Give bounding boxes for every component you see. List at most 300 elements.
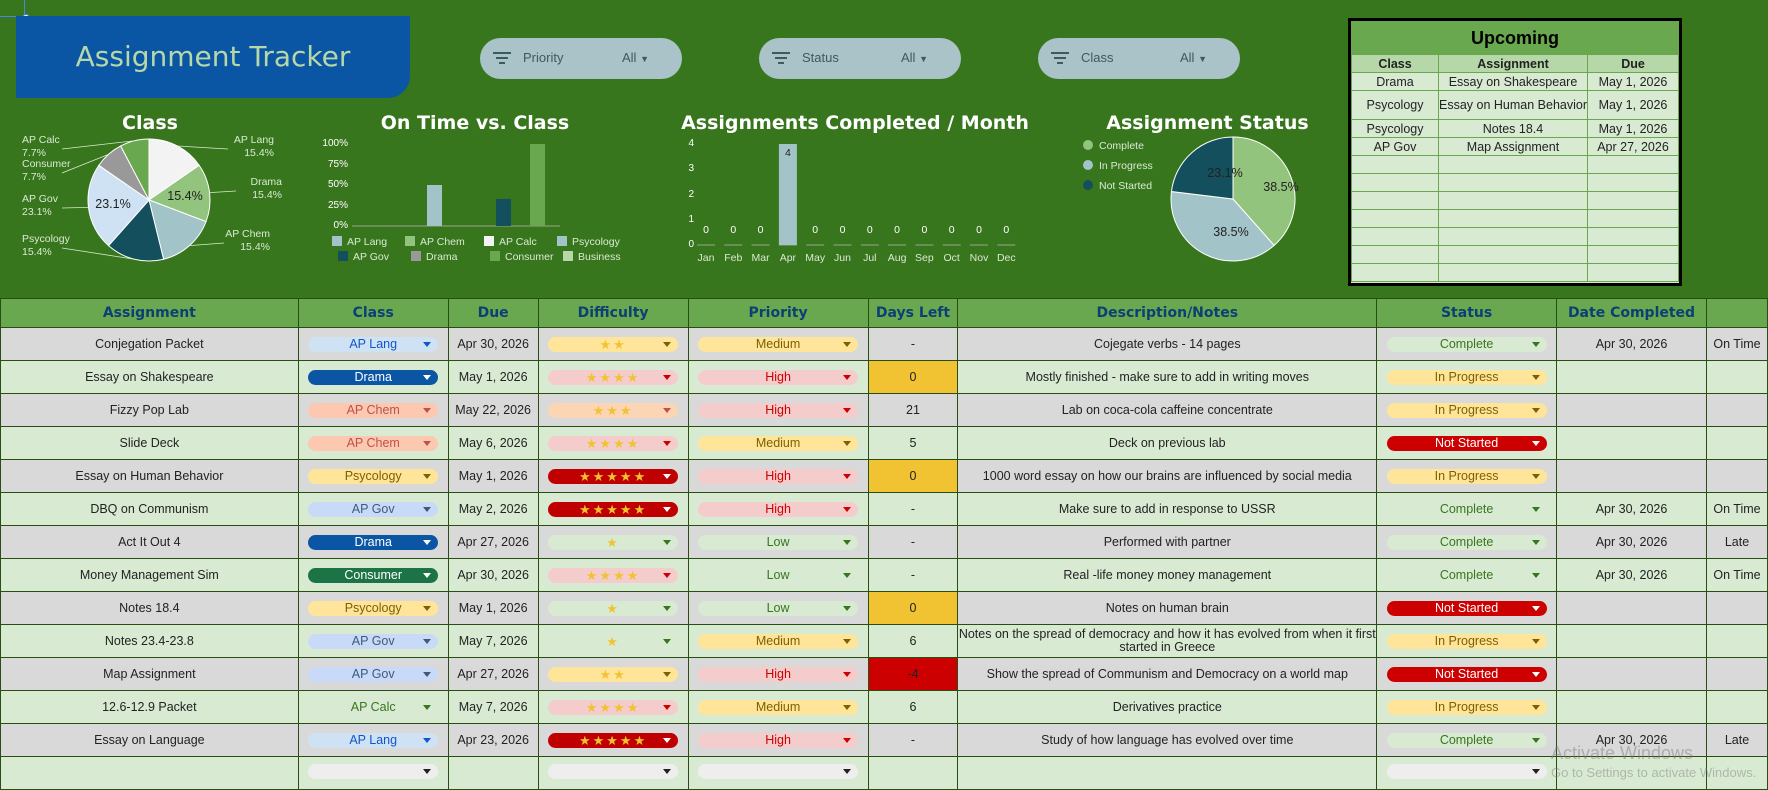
- cell-class[interactable]: [298, 691, 448, 724]
- upcoming-cell[interactable]: [1439, 210, 1588, 228]
- priority-dropdown-label: High: [765, 468, 791, 483]
- class-dropdown-label: AP Lang: [349, 336, 398, 351]
- cell-description[interactable]: Show the spread of Communism and Democracy on a world map: [958, 658, 1377, 691]
- status-dropdown[interactable]: [1387, 337, 1547, 352]
- difficulty-dropdown[interactable]: [548, 733, 678, 748]
- cell-days-left: [868, 757, 958, 790]
- cell-description[interactable]: 1000 word essay on how our brains are influenced by social media: [958, 460, 1377, 493]
- priority-dropdown[interactable]: [698, 764, 858, 779]
- bar-data-label: 4: [784, 147, 791, 159]
- cell-description[interactable]: Lab on coca-cola caffeine concentrate: [958, 394, 1377, 427]
- cell-status[interactable]: [1377, 460, 1557, 493]
- dropdown-arrow-icon: [423, 375, 431, 380]
- priority-dropdown-label: High: [765, 732, 791, 747]
- cell-date-completed[interactable]: Apr 30, 2026: [1557, 526, 1707, 559]
- difficulty-dropdown[interactable]: [548, 535, 678, 550]
- cell-assignment[interactable]: Map Assignment: [1, 658, 299, 691]
- difficulty-dropdown[interactable]: [548, 601, 678, 616]
- priority-dropdown[interactable]: [698, 370, 858, 385]
- status-dropdown[interactable]: [1387, 634, 1547, 649]
- class-dropdown[interactable]: [308, 403, 438, 418]
- bar-data-label: 0: [812, 224, 819, 236]
- class-dropdown[interactable]: [308, 764, 438, 779]
- cell-difficulty[interactable]: [538, 361, 688, 394]
- upcoming-cell[interactable]: Essay on Human Behavior: [1439, 91, 1588, 120]
- col-header-due[interactable]: Due: [448, 299, 538, 328]
- cell-due[interactable]: Apr 23, 2026: [448, 724, 538, 757]
- status-dropdown[interactable]: [1387, 403, 1547, 418]
- filter-class[interactable]: [1038, 38, 1240, 79]
- difficulty-dropdown[interactable]: [548, 634, 678, 649]
- difficulty-dropdown[interactable]: [548, 436, 678, 451]
- class-dropdown[interactable]: [308, 337, 438, 352]
- upcoming-cell[interactable]: [1588, 246, 1679, 264]
- cell-difficulty[interactable]: [538, 625, 688, 658]
- dropdown-arrow-icon: [843, 606, 851, 611]
- bar-data-label: 0: [866, 224, 873, 236]
- pie-label: AP Lang: [233, 134, 274, 146]
- dropdown-arrow-icon: [423, 474, 431, 479]
- difficulty-dropdown[interactable]: [548, 700, 678, 715]
- upcoming-cell[interactable]: [1439, 246, 1588, 264]
- cell-due[interactable]: May 1, 2026: [448, 460, 538, 493]
- bar-data-label: 0: [894, 224, 901, 236]
- cell-assignment[interactable]: Essay on Shakespeare: [1, 361, 299, 394]
- dropdown-arrow-icon: [663, 639, 671, 644]
- class-dropdown-label: AP Gov: [351, 501, 395, 516]
- cell-difficulty[interactable]: [538, 757, 688, 790]
- y-tick-label: 0%: [333, 220, 348, 231]
- difficulty-dropdown[interactable]: [548, 403, 678, 418]
- cell-date-completed[interactable]: [1557, 592, 1707, 625]
- cell-due[interactable]: May 6, 2026: [448, 427, 538, 460]
- cell-assignment[interactable]: Fizzy Pop Lab: [1, 394, 299, 427]
- cell-description[interactable]: [958, 757, 1377, 790]
- cell-priority[interactable]: [688, 460, 868, 493]
- cell-date-completed[interactable]: [1557, 691, 1707, 724]
- priority-dropdown-label: Medium: [755, 699, 801, 714]
- cell-class[interactable]: [298, 658, 448, 691]
- cell-status[interactable]: [1377, 559, 1557, 592]
- cell-status[interactable]: [1377, 493, 1557, 526]
- col-header-priority[interactable]: Priority: [688, 299, 868, 328]
- upcoming-cell[interactable]: [1352, 210, 1439, 228]
- priority-dropdown-label: High: [765, 501, 791, 516]
- cell-class[interactable]: [298, 328, 448, 361]
- cell-due[interactable]: May 2, 2026: [448, 493, 538, 526]
- status-dropdown[interactable]: [1387, 436, 1547, 451]
- cell-class[interactable]: [298, 724, 448, 757]
- upcoming-cell[interactable]: Notes 18.4: [1439, 120, 1588, 138]
- upcoming-cell[interactable]: [1439, 156, 1588, 174]
- cell-date-completed[interactable]: [1557, 427, 1707, 460]
- cell-due[interactable]: Apr 30, 2026: [448, 559, 538, 592]
- cell-assignment[interactable]: Act It Out 4: [1, 526, 299, 559]
- cell-status[interactable]: [1377, 592, 1557, 625]
- legend-swatch: [490, 251, 500, 261]
- upcoming-cell[interactable]: [1352, 228, 1439, 246]
- star-rating-icon: ★★★: [592, 402, 634, 418]
- cell-difficulty[interactable]: [538, 592, 688, 625]
- difficulty-dropdown[interactable]: [548, 469, 678, 484]
- cell-date-completed[interactable]: [1557, 394, 1707, 427]
- status-dropdown[interactable]: [1387, 733, 1547, 748]
- col-header-difficulty[interactable]: Difficulty: [538, 299, 688, 328]
- dropdown-arrow-icon: [1532, 606, 1540, 611]
- star-rating-icon: ★: [606, 600, 620, 616]
- dropdown-arrow-icon: [663, 342, 671, 347]
- cell-status[interactable]: [1377, 427, 1557, 460]
- legend-label: Complete: [1099, 140, 1144, 152]
- cell-description[interactable]: Make sure to add in response to USSR: [958, 493, 1377, 526]
- priority-dropdown[interactable]: [698, 502, 858, 517]
- cell-assignment[interactable]: Notes 18.4: [1, 592, 299, 625]
- dropdown-arrow-icon: [1532, 507, 1540, 512]
- upcoming-cell[interactable]: Apr 27, 2026: [1588, 138, 1679, 156]
- cell-difficulty[interactable]: [538, 691, 688, 724]
- upcoming-cell[interactable]: May 1, 2026: [1588, 120, 1679, 138]
- priority-dropdown[interactable]: [698, 568, 858, 583]
- difficulty-dropdown[interactable]: [548, 764, 678, 779]
- cell-difficulty[interactable]: [538, 328, 688, 361]
- priority-dropdown[interactable]: [698, 337, 858, 352]
- cell-status[interactable]: [1377, 724, 1557, 757]
- cell-timeliness: [1706, 592, 1767, 625]
- table-row: [1, 427, 1768, 460]
- upcoming-cell[interactable]: Psycology: [1352, 120, 1439, 138]
- cell-date-completed[interactable]: [1557, 658, 1707, 691]
- status-dropdown[interactable]: [1387, 370, 1547, 385]
- difficulty-dropdown[interactable]: [548, 337, 678, 352]
- upcoming-cell[interactable]: Essay on Shakespeare: [1439, 73, 1588, 91]
- star-rating-icon: ★★★★: [585, 369, 641, 385]
- cell-assignment[interactable]: Conjegation Packet: [1, 328, 299, 361]
- upcoming-cell[interactable]: [1588, 264, 1679, 282]
- upcoming-row: [1352, 246, 1679, 264]
- table-row: [1, 361, 1768, 394]
- dropdown-arrow-icon: [423, 769, 431, 774]
- cell-assignment[interactable]: Essay on Human Behavior: [1, 460, 299, 493]
- cell-priority[interactable]: [688, 427, 868, 460]
- upcoming-cell[interactable]: [1352, 246, 1439, 264]
- upcoming-header: Class: [1352, 55, 1439, 73]
- table-row: [1, 328, 1768, 361]
- filter-value[interactable]: All ▼: [901, 50, 928, 65]
- status-dropdown[interactable]: [1387, 764, 1547, 779]
- dashboard-header: [0, 0, 1768, 298]
- cell-class[interactable]: [298, 460, 448, 493]
- status-dropdown[interactable]: [1387, 700, 1547, 715]
- class-dropdown[interactable]: [308, 601, 438, 616]
- dropdown-arrow-icon: [1532, 474, 1540, 479]
- upcoming-cell[interactable]: [1439, 174, 1588, 192]
- class-dropdown[interactable]: [308, 469, 438, 484]
- cell-date-completed[interactable]: [1557, 361, 1707, 394]
- cell-status[interactable]: [1377, 625, 1557, 658]
- cell-due[interactable]: May 22, 2026: [448, 394, 538, 427]
- priority-dropdown[interactable]: [698, 403, 858, 418]
- cell-due[interactable]: Apr 30, 2026: [448, 328, 538, 361]
- cell-date-completed[interactable]: [1557, 625, 1707, 658]
- cell-status[interactable]: [1377, 361, 1557, 394]
- cell-priority[interactable]: [688, 757, 868, 790]
- col-header-days-left[interactable]: Days Left: [868, 299, 958, 328]
- cell-priority[interactable]: [688, 361, 868, 394]
- pie-value-label: 7.7%: [22, 147, 46, 159]
- cell-difficulty[interactable]: [538, 658, 688, 691]
- priority-dropdown[interactable]: [698, 667, 858, 682]
- cell-priority[interactable]: [688, 658, 868, 691]
- chart-title-class: Class: [122, 112, 178, 134]
- pie-value-label: 15.4%: [244, 147, 274, 159]
- upcoming-cell[interactable]: AP Gov: [1352, 138, 1439, 156]
- priority-dropdown[interactable]: [698, 469, 858, 484]
- upcoming-cell[interactable]: [1588, 174, 1679, 192]
- status-dropdown-label: Complete: [1439, 567, 1494, 582]
- activation-watermark-sub: Go to Settings to activate Windows.: [1551, 765, 1757, 780]
- legend-swatch: [484, 236, 494, 246]
- cell-date-completed[interactable]: Apr 30, 2026: [1557, 724, 1707, 757]
- cell-date-completed[interactable]: Apr 30, 2026: [1557, 493, 1707, 526]
- cell-status[interactable]: [1377, 394, 1557, 427]
- status-dropdown-label: Not Started: [1434, 435, 1499, 450]
- cell-difficulty[interactable]: [538, 394, 688, 427]
- star-rating-icon: ★★: [599, 336, 627, 352]
- upcoming-cell[interactable]: May 1, 2026: [1588, 73, 1679, 91]
- cell-timeliness: On Time: [1706, 559, 1767, 592]
- status-dropdown[interactable]: [1387, 469, 1547, 484]
- dropdown-arrow-icon: [843, 738, 851, 743]
- class-dropdown[interactable]: [308, 700, 438, 715]
- col-header-timeliness[interactable]: [1706, 299, 1767, 328]
- upcoming-cell[interactable]: Drama: [1352, 73, 1439, 91]
- cell-assignment[interactable]: Essay on Language: [1, 724, 299, 757]
- upcoming-cell[interactable]: [1588, 228, 1679, 246]
- cell-assignment[interactable]: Money Management Sim: [1, 559, 299, 592]
- class-dropdown[interactable]: [308, 634, 438, 649]
- upcoming-cell[interactable]: [1588, 192, 1679, 210]
- filter-value[interactable]: All ▼: [1180, 50, 1207, 65]
- cell-class[interactable]: [298, 361, 448, 394]
- difficulty-dropdown[interactable]: [548, 667, 678, 682]
- cell-due[interactable]: May 1, 2026: [448, 361, 538, 394]
- cell-class[interactable]: [298, 625, 448, 658]
- col-header-status[interactable]: Status: [1377, 299, 1557, 328]
- cell-difficulty[interactable]: [538, 493, 688, 526]
- cell-days-left: 0: [868, 361, 958, 394]
- upcoming-cell[interactable]: [1352, 192, 1439, 210]
- priority-dropdown[interactable]: [698, 634, 858, 649]
- class-dropdown[interactable]: [308, 568, 438, 583]
- pie-value-label: 15.4%: [240, 241, 270, 253]
- upcoming-row: [1352, 120, 1679, 138]
- cell-priority[interactable]: [688, 592, 868, 625]
- class-dropdown[interactable]: [308, 502, 438, 517]
- cell-priority[interactable]: [688, 691, 868, 724]
- cell-description[interactable]: Performed with partner: [958, 526, 1377, 559]
- cell-status[interactable]: [1377, 691, 1557, 724]
- status-dropdown-label: Not Started: [1434, 600, 1499, 615]
- cell-due[interactable]: Apr 27, 2026: [448, 526, 538, 559]
- dropdown-arrow-icon: [1532, 672, 1540, 677]
- star-rating-icon: ★: [606, 534, 620, 550]
- upcoming-cell[interactable]: [1588, 210, 1679, 228]
- cell-difficulty[interactable]: [538, 460, 688, 493]
- cell-description[interactable]: Deck on previous lab: [958, 427, 1377, 460]
- cell-priority[interactable]: [688, 394, 868, 427]
- cell-class[interactable]: [298, 526, 448, 559]
- status-dropdown-label: Complete: [1439, 336, 1494, 351]
- cell-timeliness: Late: [1706, 526, 1767, 559]
- cell-assignment[interactable]: Slide Deck: [1, 427, 299, 460]
- x-tick-label: Oct: [943, 252, 960, 264]
- priority-dropdown[interactable]: [698, 700, 858, 715]
- cell-date-completed[interactable]: Apr 30, 2026: [1557, 328, 1707, 361]
- cell-class[interactable]: [298, 757, 448, 790]
- pie-label: AP Calc: [22, 134, 60, 146]
- pie-value-label: 15.4%: [252, 189, 282, 201]
- col-header-class[interactable]: Class: [298, 299, 448, 328]
- cell-date-completed[interactable]: [1557, 460, 1707, 493]
- cell-difficulty[interactable]: [538, 526, 688, 559]
- difficulty-dropdown[interactable]: [548, 568, 678, 583]
- dropdown-arrow-icon: [1532, 408, 1540, 413]
- cell-due[interactable]: May 1, 2026: [448, 592, 538, 625]
- cell-assignment[interactable]: Notes 23.4-23.8: [1, 625, 299, 658]
- priority-dropdown[interactable]: [698, 535, 858, 550]
- priority-dropdown-label: Medium: [755, 336, 801, 351]
- upcoming-cell[interactable]: [1439, 264, 1588, 282]
- cell-days-left: -: [868, 493, 958, 526]
- pie-label: Drama: [250, 176, 282, 188]
- cell-priority[interactable]: [688, 625, 868, 658]
- dropdown-arrow-icon: [423, 705, 431, 710]
- col-header-date-completed[interactable]: Date Completed: [1557, 299, 1707, 328]
- dropdown-arrow-icon: [423, 672, 431, 677]
- class-dropdown[interactable]: [308, 370, 438, 385]
- activation-watermark: Activate Windows: [1551, 743, 1694, 763]
- bar-data-label: 0: [730, 224, 737, 236]
- class-dropdown[interactable]: [308, 667, 438, 682]
- cell-due[interactable]: May 7, 2026: [448, 625, 538, 658]
- upcoming-cell[interactable]: [1352, 174, 1439, 192]
- dropdown-arrow-icon: [843, 507, 851, 512]
- legend-label: Drama: [426, 251, 458, 263]
- col-header-description[interactable]: Description/Notes: [958, 299, 1377, 328]
- cell-assignment[interactable]: DBQ on Communism: [1, 493, 299, 526]
- priority-dropdown-label: High: [765, 402, 791, 417]
- cell-class[interactable]: [298, 394, 448, 427]
- cell-due[interactable]: May 7, 2026: [448, 691, 538, 724]
- cell-assignment[interactable]: [1, 757, 299, 790]
- cell-difficulty[interactable]: [538, 559, 688, 592]
- upcoming-cell[interactable]: [1439, 192, 1588, 210]
- upcoming-cell[interactable]: May 1, 2026: [1588, 91, 1679, 120]
- cell-date-completed[interactable]: Apr 30, 2026: [1557, 559, 1707, 592]
- cell-description[interactable]: Mostly finished - make sure to add in writing moves: [958, 361, 1377, 394]
- status-dropdown[interactable]: [1387, 667, 1547, 682]
- dropdown-arrow-icon: [1532, 342, 1540, 347]
- legend-label: AP Calc: [499, 236, 537, 248]
- status-dropdown[interactable]: [1387, 568, 1547, 583]
- legend-label: Not Started: [1099, 180, 1153, 192]
- class-dropdown[interactable]: [308, 733, 438, 748]
- cell-description[interactable]: Notes on human brain: [958, 592, 1377, 625]
- cell-description[interactable]: Cojegate verbs - 14 pages: [958, 328, 1377, 361]
- cell-description[interactable]: Study of how language has evolved over time: [958, 724, 1377, 757]
- cell-priority[interactable]: [688, 559, 868, 592]
- cell-description[interactable]: Derivatives practice: [958, 691, 1377, 724]
- col-header-assignment[interactable]: Assignment: [1, 299, 299, 328]
- legend-swatch: [332, 236, 342, 246]
- cell-priority[interactable]: [688, 328, 868, 361]
- status-dropdown[interactable]: [1387, 502, 1547, 517]
- upcoming-cell[interactable]: [1439, 228, 1588, 246]
- class-dropdown-label: Psycology: [344, 600, 402, 615]
- upcoming-cell[interactable]: Psycology: [1352, 91, 1439, 120]
- table-row: [1, 592, 1768, 625]
- cell-description[interactable]: Notes on the spread of democracy and how it has evolved from when it first started in Greece: [958, 625, 1377, 658]
- status-dropdown[interactable]: [1387, 601, 1547, 616]
- cell-due[interactable]: [448, 757, 538, 790]
- cell-timeliness: [1706, 460, 1767, 493]
- cell-status[interactable]: [1377, 526, 1557, 559]
- dropdown-arrow-icon: [423, 639, 431, 644]
- class-dropdown[interactable]: [308, 436, 438, 451]
- priority-dropdown[interactable]: [698, 601, 858, 616]
- upcoming-cell[interactable]: [1588, 156, 1679, 174]
- status-dropdown-label: In Progress: [1434, 699, 1499, 714]
- upcoming-row: [1352, 91, 1679, 120]
- cell-class[interactable]: [298, 493, 448, 526]
- cell-timeliness: [1706, 625, 1767, 658]
- upcoming-row: [1352, 156, 1679, 174]
- upcoming-cell[interactable]: Map Assignment: [1439, 138, 1588, 156]
- upcoming-cell[interactable]: [1352, 156, 1439, 174]
- dropdown-arrow-icon: [843, 540, 851, 545]
- cell-priority[interactable]: [688, 526, 868, 559]
- cell-class[interactable]: [298, 559, 448, 592]
- priority-dropdown[interactable]: [698, 733, 858, 748]
- cell-priority[interactable]: [688, 724, 868, 757]
- legend-label: In Progress: [1099, 160, 1153, 172]
- class-dropdown[interactable]: [308, 535, 438, 550]
- upcoming-cell[interactable]: [1352, 264, 1439, 282]
- cell-class[interactable]: [298, 427, 448, 460]
- difficulty-dropdown[interactable]: [548, 370, 678, 385]
- cell-difficulty[interactable]: [538, 427, 688, 460]
- status-dropdown[interactable]: [1387, 535, 1547, 550]
- cell-status[interactable]: [1377, 328, 1557, 361]
- dropdown-arrow-icon: [1532, 769, 1540, 774]
- cell-status[interactable]: [1377, 757, 1557, 790]
- legend-dot: [1083, 180, 1093, 190]
- difficulty-dropdown[interactable]: [548, 502, 678, 517]
- cell-status[interactable]: [1377, 658, 1557, 691]
- cell-class[interactable]: [298, 592, 448, 625]
- priority-dropdown[interactable]: [698, 436, 858, 451]
- cell-description[interactable]: Real -life money money management: [958, 559, 1377, 592]
- dropdown-arrow-icon: [663, 573, 671, 578]
- legend-swatch: [557, 236, 567, 246]
- cell-due[interactable]: Apr 27, 2026: [448, 658, 538, 691]
- cell-priority[interactable]: [688, 493, 868, 526]
- cell-timeliness: [1706, 427, 1767, 460]
- status-dropdown-label: In Progress: [1434, 369, 1499, 384]
- cell-assignment[interactable]: 12.6-12.9 Packet: [1, 691, 299, 724]
- filter-value[interactable]: All ▼: [622, 50, 649, 65]
- cell-difficulty[interactable]: [538, 724, 688, 757]
